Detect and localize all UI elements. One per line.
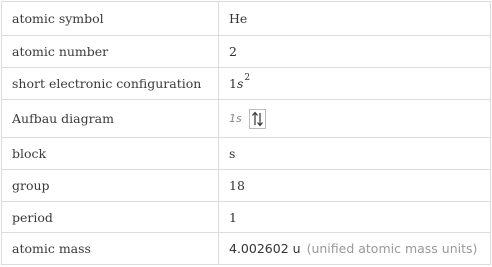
table-row	[2, 68, 491, 100]
row-label: group	[2, 170, 219, 201]
table-row	[2, 170, 491, 202]
atomic-mass-value	[219, 233, 491, 264]
config-superscript: 2	[244, 72, 251, 83]
mass-unit: u	[292, 241, 301, 256]
row-value: 18	[219, 170, 491, 201]
config-shell: 1	[229, 76, 237, 91]
up-down-arrows-icon	[249, 109, 266, 129]
row-label: block	[2, 138, 219, 169]
row-label: atomic mass	[2, 233, 219, 264]
row-value: 1	[219, 202, 491, 232]
table-row	[2, 36, 491, 68]
table-row	[2, 138, 491, 170]
row-label: short electronic configuration	[2, 68, 219, 99]
row-label: atomic symbol	[2, 2, 219, 35]
electronic-configuration-value	[219, 68, 491, 99]
table-row	[2, 202, 491, 233]
aufbau-diagram	[219, 100, 491, 137]
table-row	[2, 100, 491, 138]
row-value: 2	[219, 36, 491, 67]
row-value: He	[219, 2, 491, 35]
table-row	[2, 2, 491, 36]
aufbau-orbital-label: 1s	[229, 112, 243, 125]
row-label: period	[2, 202, 219, 232]
row-label: Aufbau diagram	[2, 100, 219, 137]
row-label: atomic number	[2, 36, 219, 67]
unit-description: (unified atomic mass units)	[306, 241, 478, 256]
config-orbital: s	[236, 76, 244, 91]
table-row	[2, 233, 491, 265]
row-value: s	[219, 138, 491, 169]
properties-table	[1, 1, 491, 265]
mass-number: 4.002602	[229, 241, 289, 256]
